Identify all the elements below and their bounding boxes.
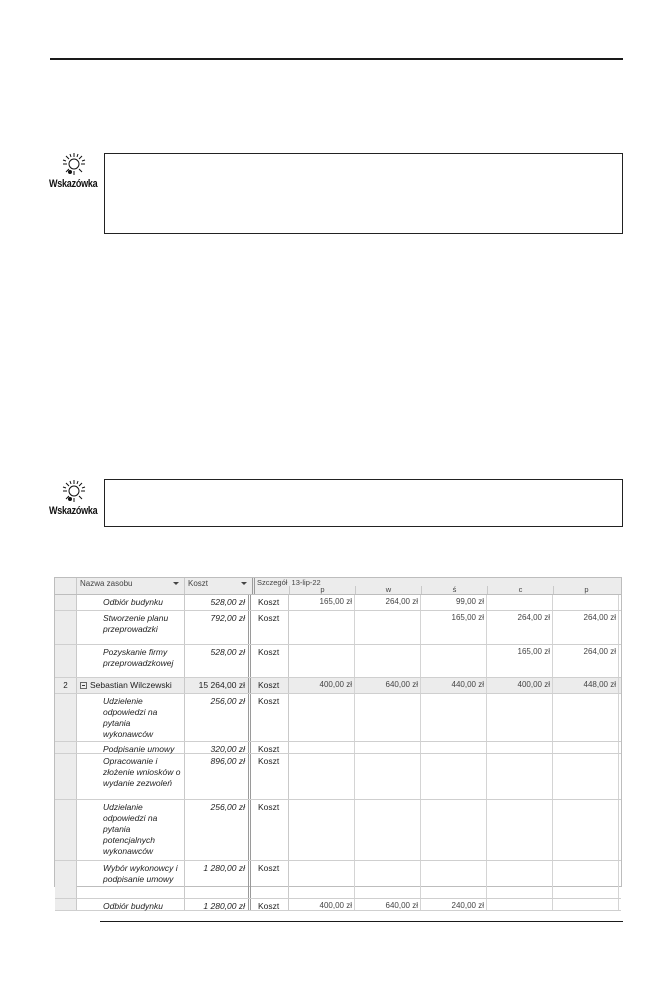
details-column-label: Szczegół bbox=[257, 578, 288, 587]
row-id-cell[interactable] bbox=[55, 754, 77, 799]
name-cell[interactable] bbox=[77, 694, 185, 741]
assignment-row[interactable] bbox=[55, 899, 621, 911]
lightbulb-burst-icon bbox=[61, 479, 87, 505]
cost-cell[interactable]: 15 264,00 zł bbox=[185, 678, 251, 693]
day-value-cell[interactable] bbox=[487, 800, 553, 860]
cost-cell[interactable]: 528,00 zł bbox=[185, 645, 251, 677]
day-value-cell[interactable]: 400,00 zł bbox=[487, 678, 553, 693]
dropdown-arrow-icon[interactable] bbox=[241, 582, 247, 585]
resource-name: Udzielanie odpowiedzi na pytania potencjalnych wykonawców bbox=[103, 802, 158, 856]
day-value-cell[interactable] bbox=[421, 645, 487, 677]
row-id-cell[interactable] bbox=[55, 742, 77, 753]
day-value-cell[interactable] bbox=[289, 800, 355, 860]
day-value-cell[interactable]: 240,00 zł bbox=[421, 899, 487, 910]
day-value-cell[interactable]: 165,00 zł bbox=[421, 611, 487, 644]
day-value-cell[interactable]: 400,00 zł bbox=[289, 678, 355, 693]
day-value-cell[interactable] bbox=[553, 899, 619, 910]
week-label: 13-lip-22 bbox=[291, 578, 321, 587]
day-value-cell[interactable] bbox=[421, 800, 487, 860]
day-value-cell[interactable]: 440,00 zł bbox=[421, 678, 487, 693]
day-value-cell[interactable]: 165,00 zł bbox=[289, 595, 355, 610]
assignment-row[interactable] bbox=[55, 754, 621, 800]
tip-box-2 bbox=[104, 479, 623, 527]
cost-column-label: Koszt bbox=[188, 579, 209, 588]
assignment-row[interactable] bbox=[55, 861, 621, 899]
row-id-cell[interactable] bbox=[55, 645, 77, 677]
row-id-cell[interactable]: 2 bbox=[55, 678, 77, 693]
day-value-cell[interactable] bbox=[289, 645, 355, 677]
name-cell[interactable] bbox=[77, 645, 185, 677]
resource-name: Odbiór budynku bbox=[103, 901, 164, 911]
day-value-cell[interactable] bbox=[487, 595, 553, 610]
day-value-cell[interactable]: 448,00 zł bbox=[553, 678, 619, 693]
assignment-row[interactable] bbox=[55, 800, 621, 861]
day-value-cell[interactable] bbox=[421, 694, 487, 741]
row-id-cell[interactable] bbox=[55, 861, 77, 898]
table-header bbox=[55, 578, 621, 595]
day-value-cell[interactable] bbox=[553, 754, 619, 799]
day-value-cell[interactable] bbox=[553, 595, 619, 610]
detail-cell[interactable]: Koszt bbox=[255, 678, 289, 693]
resource-name: Pozyskanie firmy przeprowadzkowej bbox=[103, 647, 174, 668]
day-header: c bbox=[487, 586, 553, 594]
day-value-cell[interactable] bbox=[355, 861, 421, 898]
cost-cell[interactable]: 528,00 zł bbox=[185, 595, 251, 610]
cost-cell[interactable]: 896,00 zł bbox=[185, 754, 251, 799]
assignment-row[interactable] bbox=[55, 645, 621, 678]
cost-cell[interactable]: 320,00 zł bbox=[185, 742, 251, 753]
day-value-cell[interactable] bbox=[289, 861, 355, 898]
resource-name: Udzielenie odpowiedzi na pytania wykonawców bbox=[103, 696, 158, 739]
resource-name: Opracowanie i złożenie wniosków o wydanie zezwoleń bbox=[103, 756, 181, 788]
day-value-cell[interactable] bbox=[553, 742, 619, 753]
detail-cell[interactable]: Koszt bbox=[255, 754, 289, 799]
tip-icon-2 bbox=[49, 479, 101, 517]
detail-cell[interactable]: Koszt bbox=[255, 899, 289, 910]
name-cell[interactable] bbox=[77, 595, 185, 610]
tip-label: Wskazówka bbox=[49, 505, 98, 517]
cost-cell[interactable]: 256,00 zł bbox=[185, 694, 251, 741]
row-id-cell[interactable] bbox=[55, 899, 77, 910]
name-column-label: Nazwa zasobu bbox=[80, 579, 133, 588]
row-id-cell[interactable] bbox=[55, 800, 77, 860]
row-id-cell[interactable] bbox=[55, 595, 77, 610]
timescale-header bbox=[255, 578, 621, 594]
day-value-cell[interactable] bbox=[289, 611, 355, 644]
detail-cell[interactable]: Koszt bbox=[255, 742, 289, 753]
day-value-cell[interactable] bbox=[487, 861, 553, 898]
cost-cell[interactable]: 1 280,00 zł bbox=[185, 861, 251, 898]
day-header: ś bbox=[421, 586, 487, 594]
detail-cell[interactable]: Koszt bbox=[255, 645, 289, 677]
day-value-cell[interactable]: 640,00 zł bbox=[355, 678, 421, 693]
day-value-cell[interactable] bbox=[421, 861, 487, 898]
day-value-cell[interactable]: 99,00 zł bbox=[421, 595, 487, 610]
day-value-cell[interactable] bbox=[487, 899, 553, 910]
name-cell[interactable] bbox=[77, 742, 185, 753]
name-cell[interactable] bbox=[77, 611, 185, 644]
day-value-cell[interactable] bbox=[487, 742, 553, 753]
resource-summary-row[interactable] bbox=[55, 678, 621, 694]
day-value-cell[interactable] bbox=[553, 861, 619, 898]
assignment-row[interactable] bbox=[55, 611, 621, 645]
name-cell[interactable] bbox=[77, 800, 185, 860]
detail-cell[interactable]: Koszt bbox=[255, 694, 289, 741]
id-column-header[interactable] bbox=[55, 578, 77, 594]
day-value-cell[interactable] bbox=[487, 754, 553, 799]
day-value-cell[interactable]: 264,00 zł bbox=[553, 645, 619, 677]
cost-cell[interactable]: 1 280,00 zł bbox=[185, 899, 251, 910]
bottom-rule bbox=[100, 921, 623, 922]
name-cell[interactable] bbox=[77, 861, 185, 898]
cost-cell[interactable]: 792,00 zł bbox=[185, 611, 251, 644]
dropdown-arrow-icon[interactable] bbox=[173, 582, 179, 585]
tip-icon-1 bbox=[49, 152, 101, 190]
cost-cell[interactable]: 256,00 zł bbox=[185, 800, 251, 860]
resource-usage-table[interactable] bbox=[54, 577, 622, 911]
name-cell[interactable] bbox=[77, 678, 185, 693]
day-value-cell[interactable] bbox=[355, 645, 421, 677]
day-value-cell[interactable] bbox=[553, 800, 619, 860]
day-value-cell[interactable]: 640,00 zł bbox=[355, 899, 421, 910]
assignment-row[interactable] bbox=[55, 694, 621, 742]
resource-name: Stworzenie planu przeprowadzki bbox=[103, 613, 169, 634]
day-value-cell[interactable] bbox=[355, 694, 421, 741]
day-value-cell[interactable] bbox=[289, 694, 355, 741]
day-value-cell[interactable] bbox=[289, 754, 355, 799]
row-id-cell[interactable] bbox=[55, 694, 77, 741]
timescale-top-tier bbox=[255, 578, 321, 586]
day-value-cell[interactable] bbox=[289, 742, 355, 753]
detail-cell[interactable]: Koszt bbox=[255, 611, 289, 644]
day-value-cell[interactable] bbox=[355, 611, 421, 644]
name-cell[interactable] bbox=[77, 754, 185, 799]
day-value-cell[interactable]: 400,00 zł bbox=[289, 899, 355, 910]
day-value-cell[interactable]: 165,00 zł bbox=[487, 645, 553, 677]
resource-name: Podpisanie umowy bbox=[103, 744, 175, 754]
day-header: p bbox=[553, 586, 619, 594]
day-value-cell[interactable]: 264,00 zł bbox=[355, 595, 421, 610]
tip-label: Wskazówka bbox=[49, 178, 98, 190]
top-rule bbox=[50, 58, 623, 60]
assignment-row[interactable] bbox=[55, 742, 621, 754]
day-value-cell[interactable] bbox=[421, 742, 487, 753]
name-column-header[interactable] bbox=[77, 578, 185, 594]
name-cell[interactable] bbox=[77, 899, 185, 910]
day-value-cell[interactable] bbox=[421, 754, 487, 799]
detail-cell[interactable]: Koszt bbox=[255, 861, 289, 898]
tip-box-1 bbox=[104, 153, 623, 234]
resource-name: Sebastian Wilczewski bbox=[90, 680, 172, 690]
detail-cell[interactable]: Koszt bbox=[255, 595, 289, 610]
day-header: w bbox=[355, 586, 421, 594]
day-value-cell[interactable]: 264,00 zł bbox=[553, 611, 619, 644]
day-value-cell[interactable] bbox=[553, 694, 619, 741]
resource-name: Wybór wykonowcy i podpisanie umowy bbox=[103, 863, 178, 884]
detail-cell[interactable]: Koszt bbox=[255, 800, 289, 860]
day-value-cell[interactable]: 264,00 zł bbox=[487, 611, 553, 644]
day-value-cell[interactable] bbox=[355, 800, 421, 860]
assignment-row[interactable] bbox=[55, 595, 621, 611]
day-header: p bbox=[289, 586, 355, 594]
day-value-cell[interactable] bbox=[487, 694, 553, 741]
day-value-cell[interactable] bbox=[355, 754, 421, 799]
lightbulb-burst-icon bbox=[61, 152, 87, 178]
day-value-cell[interactable] bbox=[355, 742, 421, 753]
row-id-cell[interactable] bbox=[55, 611, 77, 644]
collapse-icon[interactable] bbox=[80, 682, 87, 689]
resource-name: Odbiór budynku bbox=[103, 597, 164, 607]
cost-column-header[interactable] bbox=[185, 578, 255, 594]
